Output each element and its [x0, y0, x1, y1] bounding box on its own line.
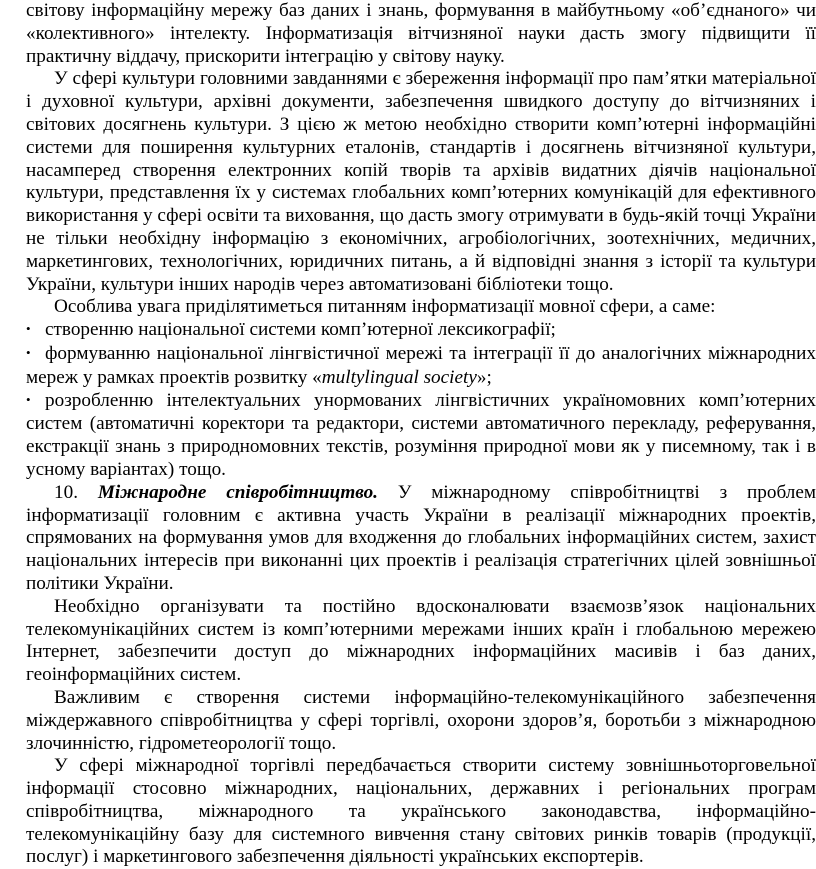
bullet-item-lexicography — [26, 319, 816, 343]
bullet-item-linguistic-network — [26, 343, 816, 390]
bullet-icon: • — [26, 344, 31, 360]
section-number: 10. — [54, 481, 78, 503]
paragraph-science-continuation: світову інформаційну мережу баз даних і знань, формування в майбутньому «об’єднаного» чи «колективного» інтелекту. Інформатизація вітчизняної науки дасть змогу підвищити її практичну віддачу, прискорити інтеграцію у світову науку. — [26, 0, 816, 67]
bullet-item-text: формуванню національної лінгвістичної мережі та інтеграції її до аналогічних міжнародних мереж у рамках проектів розвитку « — [26, 342, 816, 388]
paragraph-international-trade: У сфері міжнародної торгівлі передбачається створити систему зовнішньоторговельної інформації стосовно міжнародних, національних, державних і регіональних програм співробітництва, міжнародного та українського законодавства, інформаційно-телекомунікаційну базу для системного вивчення стану світових ринків товарів (продукції, послуг) і маркетингового забезпечення діяльності українських експортерів. — [26, 755, 816, 868]
section-international-cooperation — [26, 482, 816, 596]
bullet-item-text-end: »; — [476, 366, 492, 388]
bullet-item-text: створенню національної системи комп’ютерної лексикографії; — [45, 319, 556, 341]
paragraph-telecom-networks: Необхідно організувати та постійно вдосконалювати взаємозв’язок національних телекомунікаційних систем із комп’ютерними мережами інших країн і глобальною мережею Інтернет, забезпечити доступ до міжнародних інформаційних масивів і баз даних, геоінформаційних систем. — [26, 595, 816, 686]
paragraph-culture: У сфері культури головними завданнями є збереження інформації про пам’ятки матеріальної і духовної культури, архівні документи, забезпечення швидкого доступу до вітчизняних і світових досягнень культури. З цією ж метою необхідно створити комп’ютерні інформаційні системи для поширення культурних еталонів, стандартів і досягнень вітчизняної культури, насамперед створення електронних копій творів та архівів видатних діячів національної культури, представлення їх у системах глобальних комп’ютерних комунікацій для ефективного використання у сфері освіти та виховання, що дасть змогу отримувати в будь-якій точці України не тільки необхідну інформацію з економічних, агробіологічних, зоотехнічних, медичних, маркетингових, технологічних, юридичних питань, а й відповідні знання з історії та культури України, культури інших народів через автоматизовані бібліотеки тощо. — [26, 68, 816, 295]
bullet-icon: • — [26, 321, 31, 337]
project-name-emphasis: multylingual society — [321, 366, 477, 388]
section-body: У міжнародному співробітництві з проблем інформатизації головним є активна участь України в реалізації міжнародних проектів, спрямованих на формування умов для входження до глобальних інформаційних систем, захист національних інтересів при виконанні цих проектів і реалізація стратегічних цілей зовнішньої політики України. — [26, 481, 816, 594]
bullet-item-linguistic-systems — [26, 390, 816, 482]
paragraph-interstate-systems: Важливим є створення системи інформаційно-телекомунікаційного забезпечення міждержавного співробітництва у сфері торгівлі, охорони здоров’я, боротьби з міжнародною злочинністю, гідрометеорології тощо. — [26, 686, 816, 754]
paragraph-language-sphere: Особлива увага приділятиметься питанням інформатизації мовної сфери, а саме: — [54, 296, 716, 318]
bullet-icon: • — [26, 391, 31, 407]
section-heading: Міжнародне співробітництво. — [97, 481, 378, 503]
bullet-item-text: розробленню інтелектуальних унормованих лінгвістичних україномовних комп’ютерних систем (автоматичні коректори та редактори, системи автоматичного перекладу, реферування, екстракції знань з природномовних текстів, розуміння природної мови як у писемному, так і в усному варіантах) тощо. — [26, 389, 816, 480]
